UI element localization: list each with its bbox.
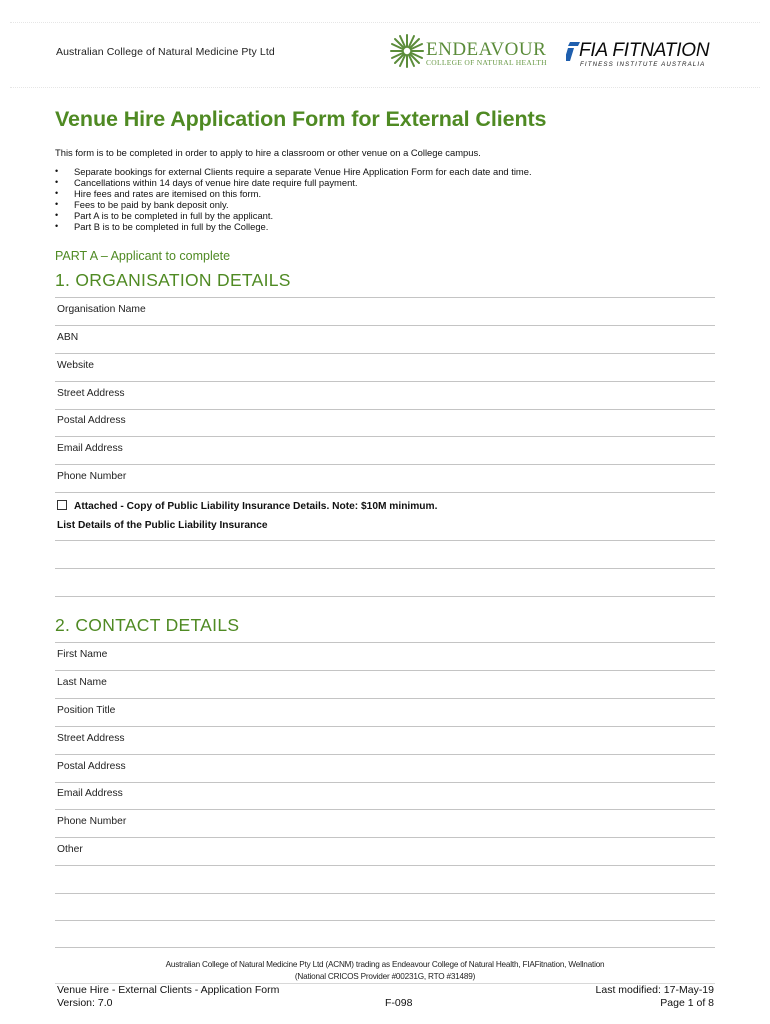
postal-address-field[interactable] <box>55 409 715 437</box>
insurance-details-line[interactable] <box>55 596 715 597</box>
footer-form-code: F-098 <box>385 997 413 1009</box>
other-details-line[interactable] <box>55 947 715 948</box>
endeavour-logo-tagline: COLLEGE OF NATURAL HEALTH <box>426 58 547 67</box>
field-label: Last Name <box>57 677 107 688</box>
endeavour-logo-name: ENDEAVOUR <box>426 39 547 60</box>
endeavour-logo <box>388 32 548 72</box>
footer-document-title: Venue Hire - External Clients - Application Form <box>57 984 280 996</box>
abn-field[interactable] <box>55 326 715 354</box>
conditions-item: • Separate bookings for external Clients require a separate Venue Hire Application Form for each date and time. <box>55 166 532 177</box>
checkbox-label: Attached - Copy of Public Liability Insurance Details. Note: $10M minimum. <box>74 501 438 512</box>
conditions-item: • Fees to be paid by bank deposit only. <box>55 199 532 210</box>
conditions-item: • Hire fees and rates are itemised on this form. <box>55 188 532 199</box>
website-field[interactable] <box>55 354 715 382</box>
conditions-item: • Cancellations within 14 days of venue hire date require full payment. <box>55 177 532 188</box>
first-name-field[interactable] <box>55 643 715 671</box>
last-name-field[interactable] <box>55 671 715 699</box>
fia-fitnation-logo <box>566 40 716 70</box>
field-label: Position Title <box>57 705 116 716</box>
contact-details-heading: 2. CONTACT DETAILS <box>55 615 240 635</box>
footer-page-number: Page 1 of 8 <box>660 997 714 1009</box>
footer-version: Version: 7.0 <box>57 997 113 1009</box>
footer-last-modified: Last modified: 17-May-19 <box>595 984 714 996</box>
leaf-emblem-icon <box>388 32 426 70</box>
organisation-details-heading: 1. ORGANISATION DETAILS <box>55 270 291 290</box>
insurance-details-label: List Details of the Public Liability Insurance <box>57 520 268 531</box>
field-label: Email Address <box>57 443 123 454</box>
other-details-line[interactable] <box>55 920 715 921</box>
field-label: Phone Number <box>57 471 127 482</box>
contact-postal-address-field[interactable] <box>55 755 715 783</box>
contact-street-address-field[interactable] <box>55 727 715 755</box>
footer-provider-text: (National CRICOS Provider #00231G, RTO #31489) <box>294 972 476 981</box>
contact-phone-number-field[interactable] <box>55 810 715 838</box>
fia-logo-name: FIA FITNATION <box>579 40 710 61</box>
fia-logo-tagline: FITNESS INSTITUTE AUSTRALIA <box>580 61 706 68</box>
field-label: Organisation Name <box>57 304 146 315</box>
field-label: Other <box>57 844 83 855</box>
field-label: First Name <box>57 649 108 660</box>
field-label: Postal Address <box>57 761 126 772</box>
intro-text: This form is to be completed in order to apply to hire a classroom or other venue on a College campus. <box>55 147 481 158</box>
part-a-heading: PART A – Applicant to complete <box>55 249 231 263</box>
phone-number-field[interactable] <box>55 465 715 493</box>
conditions-list <box>55 166 532 232</box>
field-label: Website <box>57 360 95 371</box>
conditions-item: • Part A is to be completed in full by the applicant. <box>55 210 532 221</box>
field-label: Phone Number <box>57 816 127 827</box>
insurance-details-line[interactable] <box>55 540 715 541</box>
field-label: Email Address <box>57 788 123 799</box>
conditions-item: • Part B is to be completed in full by the College. <box>55 221 532 232</box>
field-label: ABN <box>57 332 79 343</box>
street-address-field[interactable] <box>55 382 715 410</box>
contact-email-address-field[interactable] <box>55 782 715 810</box>
footer-legal-text: Australian College of Natural Medicine Pty Ltd (ACNM) trading as Endeavour College of Natural Health, FIAFitnation, Wellnation <box>165 960 605 969</box>
other-details-line[interactable] <box>55 893 715 894</box>
field-label: Street Address <box>57 733 125 744</box>
checkbox-icon[interactable] <box>57 500 67 510</box>
insurance-details-line[interactable] <box>55 568 715 569</box>
other-field[interactable] <box>55 838 715 866</box>
field-label: Postal Address <box>57 415 126 426</box>
fia-mark-icon <box>566 42 580 61</box>
field-label: Street Address <box>57 388 125 399</box>
position-title-field[interactable] <box>55 699 715 727</box>
organisation-name-field[interactable] <box>55 298 715 326</box>
header-company-name: Australian College of Natural Medicine Pty Ltd <box>56 46 275 58</box>
email-address-field[interactable] <box>55 437 715 465</box>
insurance-attached-checkbox[interactable] <box>57 500 437 512</box>
form-title: Venue Hire Application Form for External Clients <box>55 107 547 131</box>
